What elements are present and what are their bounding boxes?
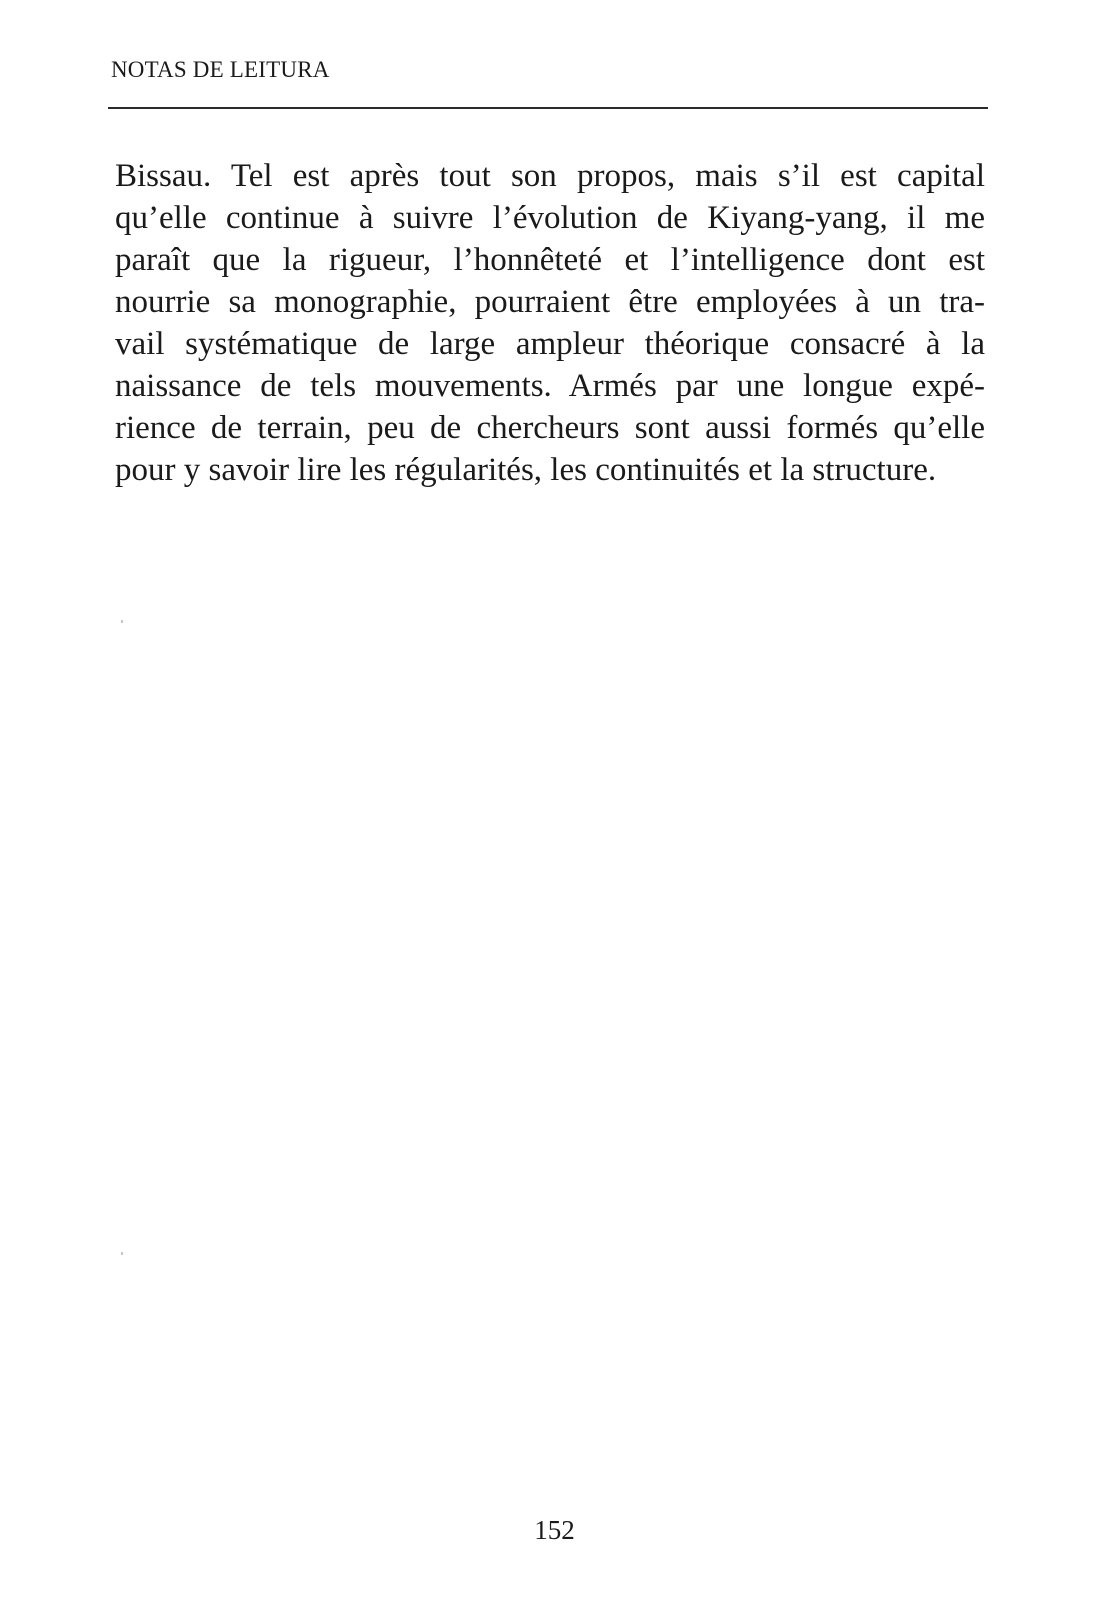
text-line: naissance de tels mouvements. Armés par une longue expé-	[115, 368, 985, 404]
body-paragraph	[115, 155, 985, 491]
running-head: NOTAS DE LEITURA	[111, 57, 330, 82]
text-line: qu’elle continue à suivre l’évolution de Kiyang-yang, il me	[115, 200, 985, 236]
text-line: pour y savoir lire les régularités, les continuités et la structure.	[115, 452, 937, 488]
page-number: 152	[534, 1515, 575, 1545]
text-line: nourrie sa monographie, pourraient être employées à un tra-	[115, 284, 985, 320]
scan-speck	[121, 620, 123, 623]
text-line: rience de terrain, peu de chercheurs sont aussi formés qu’elle	[115, 410, 985, 446]
scan-speck	[121, 1252, 123, 1255]
text-line: Bissau. Tel est après tout son propos, mais s’il est capital	[115, 158, 985, 194]
header-rule	[108, 107, 988, 109]
text-line: vail systématique de large ampleur théorique consacré à la	[115, 326, 985, 362]
text-line: paraît que la rigueur, l’honnêteté et l’intelligence dont est	[115, 242, 985, 278]
